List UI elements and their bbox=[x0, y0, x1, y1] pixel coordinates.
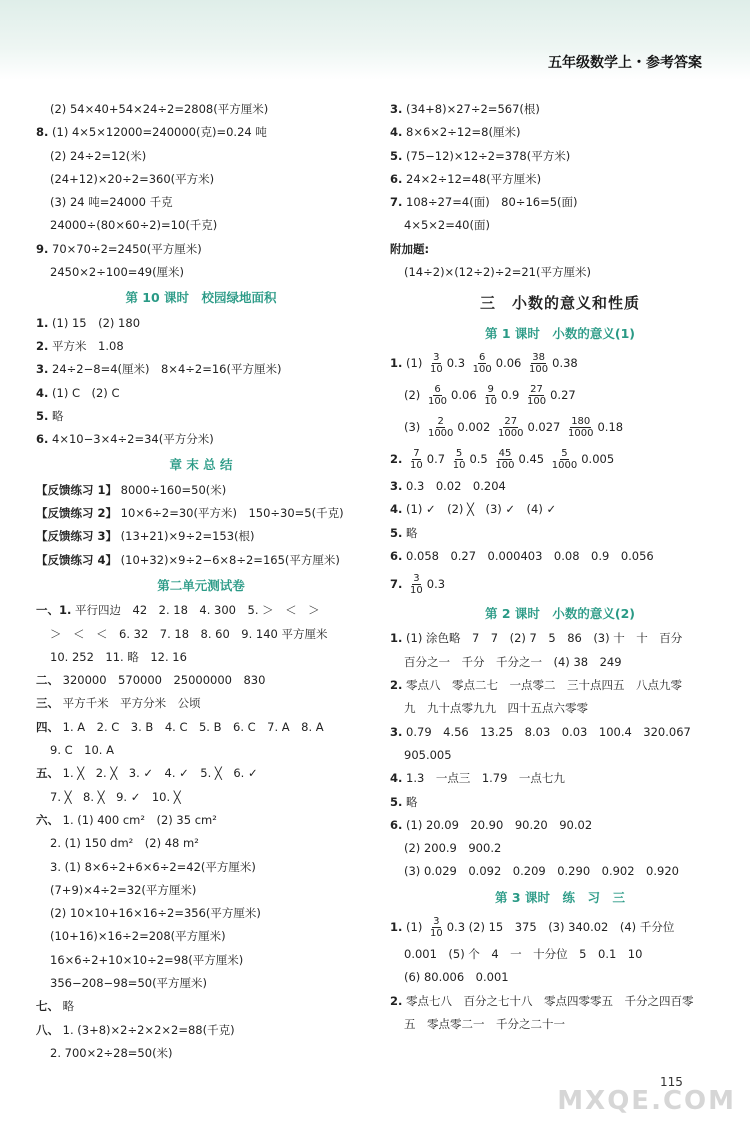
answer-line bbox=[36, 479, 366, 502]
numerator: 7 bbox=[413, 447, 420, 459]
answer-text: (24+12)×20÷2=360(平方米) bbox=[50, 171, 215, 186]
answer-text: 0.002 bbox=[457, 419, 494, 434]
item-number: 1. bbox=[390, 355, 403, 370]
answer-text: (1) 4×5×12000=240000(克)=0.24 吨 bbox=[52, 125, 267, 140]
answer-line bbox=[36, 949, 366, 972]
answer-text: 平方千米 平方分米 公顷 bbox=[62, 696, 201, 711]
fraction bbox=[409, 573, 424, 596]
answer-line bbox=[390, 545, 730, 568]
answer-text: 0.5 bbox=[469, 451, 492, 466]
answer-line bbox=[390, 1013, 730, 1036]
numerator: 180 bbox=[571, 415, 591, 427]
item-number: 3. bbox=[390, 724, 403, 739]
answer-text: (2) 10×10+16×16÷2=356(平方厘米) bbox=[50, 906, 261, 921]
numerator: 3 bbox=[433, 916, 440, 928]
numerator: 38 bbox=[532, 351, 545, 363]
answer-text: 16×6÷2+10×10÷2=98(平方厘米) bbox=[50, 952, 244, 967]
answer-line bbox=[390, 498, 730, 521]
answer-text: 0.27 bbox=[550, 387, 576, 402]
item-number: 四、 bbox=[36, 719, 59, 734]
answer-line bbox=[36, 358, 366, 381]
answer-line bbox=[36, 669, 366, 692]
item-number: 1. bbox=[36, 315, 49, 330]
denominator: 100 bbox=[427, 395, 448, 407]
answer-text: 8×6×2÷12=8(厘米) bbox=[406, 125, 521, 140]
answer-text: (1) 15 (2) 180 bbox=[52, 315, 141, 330]
answer-text: (75−12)×12÷2=378(平方米) bbox=[406, 148, 571, 163]
answer-line bbox=[36, 1019, 366, 1042]
answer-text: 五 零点零二一 千分之二十一 bbox=[404, 1016, 565, 1031]
answer-text: (14÷2)×(12÷2)÷2=21(平方厘米) bbox=[404, 265, 591, 280]
fraction bbox=[427, 384, 448, 407]
section-heading: 第 3 课时 练 习 三 bbox=[495, 889, 625, 905]
answer-text: (1) 20.09 20.90 90.20 90.02 bbox=[406, 817, 593, 832]
answer-text: 0.027 bbox=[527, 419, 565, 434]
numerator: 6 bbox=[479, 351, 486, 363]
answer-text: 0.3 bbox=[426, 577, 446, 592]
answer-line bbox=[390, 791, 730, 814]
denominator: 1000 bbox=[568, 427, 594, 439]
answer-line bbox=[390, 347, 730, 379]
answer-line bbox=[390, 121, 730, 144]
section-heading: 第 1 课时 小数的意义(1) bbox=[484, 325, 636, 341]
answer-text: (2) 24÷2=12(米) bbox=[50, 148, 147, 163]
fraction bbox=[452, 448, 467, 471]
item-number: 【反馈练习 2】 bbox=[36, 506, 118, 521]
denominator: 1000 bbox=[427, 427, 454, 439]
denominator: 100 bbox=[527, 395, 547, 407]
answer-text: 24÷2−8=4(厘米) 8×4÷2=16(平方厘米) bbox=[52, 362, 282, 377]
left-column bbox=[36, 98, 366, 1065]
denominator: 100 bbox=[529, 363, 549, 375]
answer-text: 3. (1) 8×6÷2+6×6÷2=42(平方厘米) bbox=[50, 859, 256, 874]
answer-text: 1. (3+8)×2÷2×2×2=88(千克) bbox=[62, 1022, 235, 1037]
answer-text: 1. (1) 400 cm² (2) 35 cm² bbox=[62, 812, 217, 827]
item-number: 6. bbox=[390, 171, 403, 186]
answer-line bbox=[390, 568, 730, 600]
answer-text: (3) 24 吨=24000 千克 bbox=[50, 195, 173, 210]
answer-line bbox=[390, 814, 730, 837]
answer-text: (1) C (2) C bbox=[52, 385, 120, 400]
answer-text: (2) 54×40+54×24÷2=2808(平方厘米) bbox=[50, 102, 269, 116]
answer-line bbox=[36, 382, 366, 405]
answer-line bbox=[390, 379, 730, 411]
answer-text: (2) 200.9 900.2 bbox=[404, 841, 502, 856]
answer-text: 1.3 一点三 1.79 一点七九 bbox=[406, 771, 565, 786]
answer-line bbox=[390, 674, 730, 697]
answer-text: 平行四边 42 2. 18 4. 300 5. ＞ ＜ ＞ bbox=[75, 603, 320, 618]
answer-text: (7+9)×4÷2=32(平方厘米) bbox=[50, 882, 197, 897]
answer-line bbox=[390, 145, 730, 168]
answer-text: (1) bbox=[406, 355, 426, 370]
answer-line bbox=[36, 762, 366, 785]
answer-line bbox=[36, 716, 366, 739]
fraction bbox=[429, 916, 444, 939]
answer-line bbox=[36, 995, 366, 1018]
answer-line bbox=[36, 786, 366, 809]
section-heading: 第 10 课时 校园绿地面积 bbox=[125, 290, 277, 306]
answer-text: 70×70÷2=2450(平方厘米) bbox=[52, 241, 202, 256]
fraction bbox=[526, 384, 547, 407]
right-column bbox=[390, 98, 730, 1036]
denominator: 10 bbox=[429, 363, 443, 375]
answer-line bbox=[36, 191, 366, 214]
item-number: 2. bbox=[390, 678, 403, 693]
answer-line bbox=[390, 943, 730, 966]
denominator: 10 bbox=[410, 585, 423, 597]
answer-line bbox=[36, 902, 366, 925]
running-header: 五年级数学上・参考答案 bbox=[548, 55, 702, 71]
fraction bbox=[497, 416, 524, 439]
item-number: 7. bbox=[390, 577, 403, 592]
denominator: 1000 bbox=[497, 427, 524, 439]
item-number: 6. bbox=[390, 817, 403, 832]
denominator: 10 bbox=[484, 395, 498, 407]
answer-line bbox=[36, 1042, 366, 1065]
answer-line bbox=[36, 168, 366, 191]
fraction bbox=[483, 384, 498, 407]
fraction bbox=[409, 448, 424, 471]
numerator: 45 bbox=[498, 447, 512, 459]
item-number: 7. bbox=[390, 195, 403, 210]
answer-line bbox=[36, 739, 366, 762]
item-number: 5. bbox=[390, 148, 403, 163]
item-number: 5. bbox=[390, 525, 403, 540]
numerator: 3 bbox=[413, 573, 420, 585]
fraction bbox=[427, 416, 454, 439]
answer-text: 略 bbox=[62, 999, 75, 1014]
numerator: 27 bbox=[504, 415, 518, 427]
answer-text: 9. C 10. A bbox=[50, 743, 114, 758]
answer-line bbox=[36, 121, 366, 144]
item-number: 3. bbox=[390, 102, 403, 116]
answer-line bbox=[390, 990, 730, 1013]
answer-text: (1) ✓ (2) ╳ (3) ✓ (4) ✓ bbox=[406, 502, 557, 517]
answer-text: 九 九十点零九九 四十五点六零零 bbox=[404, 701, 588, 716]
answer-line bbox=[390, 966, 730, 989]
item-number: 【反馈练习 1】 bbox=[36, 482, 118, 497]
answer-line bbox=[390, 475, 730, 498]
answer-line bbox=[36, 502, 366, 525]
chapter-heading: 三 小数的意义和性质 bbox=[479, 294, 640, 313]
denominator: 10 bbox=[429, 928, 443, 940]
answer-line bbox=[390, 767, 730, 790]
answer-line bbox=[390, 651, 730, 674]
answer-text: 略 bbox=[406, 525, 418, 540]
answer-text: 0.3 bbox=[446, 355, 469, 370]
answer-text: 10. 252 11. 略 12. 16 bbox=[50, 649, 187, 664]
answer-text: (2) bbox=[404, 387, 424, 402]
denominator: 10 bbox=[410, 459, 423, 471]
answer-line bbox=[36, 312, 366, 335]
answer-line bbox=[390, 443, 730, 475]
answer-text: (13+21)×9÷2=153(根) bbox=[120, 529, 255, 544]
numerator: 3 bbox=[433, 351, 440, 363]
item-number: 2. bbox=[390, 451, 403, 466]
answer-text: 7. ╳ 8. ╳ 9. ✓ 10. ╳ bbox=[50, 789, 181, 804]
answer-text: 平方米 1.08 bbox=[52, 338, 124, 353]
answer-text: (3) bbox=[404, 419, 424, 434]
item-number: 【反馈练习 4】 bbox=[36, 552, 118, 567]
item-number: 6. bbox=[36, 432, 49, 447]
item-number: 3. bbox=[390, 478, 403, 493]
answer-text: (1) bbox=[406, 920, 426, 935]
answer-line bbox=[390, 522, 730, 545]
answer-line bbox=[36, 238, 366, 261]
denominator: 100 bbox=[472, 363, 492, 375]
item-number: 2. bbox=[36, 338, 49, 353]
answer-text: 4×10−3×4÷2=34(平方分米) bbox=[52, 432, 214, 447]
item-number: 5. bbox=[36, 408, 49, 423]
answer-line bbox=[36, 879, 366, 902]
item-number: 5. bbox=[390, 794, 403, 809]
answer-text: 0.79 4.56 13.25 8.03 0.03 100.4 320.067 bbox=[406, 724, 691, 739]
item-number: 1. bbox=[390, 631, 403, 646]
answer-line bbox=[36, 646, 366, 669]
item-number: 3. bbox=[36, 362, 49, 377]
answer-text: 0.06 bbox=[451, 387, 481, 402]
answer-text: 4×5×2=40(面) bbox=[404, 218, 490, 233]
answer-text: 2450×2÷100=49(厘米) bbox=[50, 265, 185, 280]
answer-line bbox=[36, 261, 366, 284]
answer-text: 零点八 零点二七 一点零二 三十点四五 八点九零 bbox=[406, 678, 683, 693]
answer-line bbox=[390, 744, 730, 767]
answer-text: 0.3 (2) 15 375 (3) 340.02 (4) 千分位 bbox=[446, 920, 675, 935]
numerator: 6 bbox=[434, 383, 441, 395]
answer-text: (3) 0.029 0.092 0.209 0.290 0.902 0.920 bbox=[404, 864, 679, 879]
item-number: 2. bbox=[390, 993, 403, 1008]
numerator: 5 bbox=[561, 447, 568, 459]
answer-line bbox=[36, 809, 366, 832]
answer-text: 10×6÷2=30(平方米) 150÷30=5(千克) bbox=[120, 506, 344, 521]
answer-line bbox=[36, 972, 366, 995]
answer-text: 1. A 2. C 3. B 4. C 5. B 6. C 7. A 8. A bbox=[62, 719, 324, 734]
answer-line bbox=[36, 832, 366, 855]
answer-line bbox=[36, 623, 366, 646]
watermark: MXQE.COM bbox=[557, 1086, 736, 1116]
page-number: 115 bbox=[660, 1075, 683, 1089]
answer-line bbox=[390, 837, 730, 860]
answer-line bbox=[390, 261, 730, 284]
answer-line bbox=[390, 191, 730, 214]
answer-line bbox=[390, 911, 730, 943]
answer-text: 略 bbox=[52, 408, 64, 423]
answer-line bbox=[36, 856, 366, 879]
fraction bbox=[429, 352, 444, 375]
answer-text: ＞ ＜ ＜ 6. 32 7. 18 8. 60 9. 140 平方厘米 bbox=[50, 626, 328, 641]
answer-line bbox=[36, 428, 366, 451]
answer-text: 8000÷160=50(米) bbox=[120, 482, 227, 497]
item-number: 4. bbox=[390, 502, 403, 517]
answer-text: (10+16)×16÷2=208(平方厘米) bbox=[50, 929, 226, 944]
answer-line bbox=[36, 98, 366, 121]
answer-line bbox=[36, 925, 366, 948]
item-number: 1. bbox=[390, 920, 403, 935]
item-number: 6. bbox=[390, 548, 403, 563]
numerator: 2 bbox=[437, 415, 444, 427]
answer-text: 356−208−98=50(平方厘米) bbox=[50, 975, 208, 990]
answer-text: (6) 80.006 0.001 bbox=[404, 970, 509, 985]
answer-text: (1) 涂色略 7 7 (2) 7 5 86 (3) 十 十 百分 bbox=[406, 631, 683, 646]
fraction bbox=[494, 448, 515, 471]
answer-line bbox=[36, 335, 366, 358]
item-number: 八、 bbox=[36, 1022, 59, 1037]
item-number: 二、 bbox=[36, 673, 59, 688]
item-number: 9. bbox=[36, 241, 49, 256]
numerator: 9 bbox=[487, 383, 494, 395]
section-heading: 章 末 总 结 bbox=[169, 457, 233, 473]
denominator: 10 bbox=[452, 459, 466, 471]
answer-text: 0.7 bbox=[426, 451, 449, 466]
item-number: 三、 bbox=[36, 696, 59, 711]
answer-text: (10+32)×9÷2−6×8÷2=165(平方厘米) bbox=[120, 552, 340, 567]
answer-line bbox=[390, 214, 730, 237]
numerator: 27 bbox=[530, 383, 543, 395]
item-number: 一、1. bbox=[36, 603, 72, 618]
denominator: 100 bbox=[495, 459, 515, 471]
item-number: 4. bbox=[390, 771, 403, 786]
item-number: 8. bbox=[36, 125, 49, 140]
item-number: 4. bbox=[36, 385, 49, 400]
answer-text: 0.001 (5) 个 4 一 十分位 5 0.1 10 bbox=[404, 947, 643, 962]
answer-line bbox=[36, 214, 366, 237]
answer-line bbox=[390, 697, 730, 720]
answer-line bbox=[36, 525, 366, 548]
answer-line bbox=[36, 599, 366, 622]
answer-text: 略 bbox=[406, 794, 418, 809]
answer-text: 2. 700×2÷28=50(米) bbox=[50, 1045, 173, 1060]
answer-text: 0.058 0.27 0.000403 0.08 0.9 0.056 bbox=[406, 548, 654, 563]
answer-text: 2. (1) 150 dm² (2) 48 m² bbox=[50, 836, 199, 851]
answer-line bbox=[36, 692, 366, 715]
item-number: 4. bbox=[390, 125, 403, 140]
item-number: 六、 bbox=[36, 812, 59, 827]
fraction bbox=[472, 352, 493, 375]
fraction bbox=[567, 416, 594, 439]
answer-line bbox=[390, 411, 730, 443]
answer-line bbox=[36, 405, 366, 428]
answer-text: 1. ╳ 2. ╳ 3. ✓ 4. ✓ 5. ╳ 6. ✓ bbox=[62, 766, 258, 781]
numerator: 5 bbox=[455, 447, 463, 459]
item-number: 七、 bbox=[36, 999, 59, 1014]
answer-line bbox=[390, 168, 730, 191]
answer-line bbox=[390, 721, 730, 744]
answer-text: 0.005 bbox=[581, 451, 615, 466]
answer-line bbox=[36, 145, 366, 168]
answer-text: 0.3 0.02 0.204 bbox=[406, 478, 506, 493]
fraction bbox=[528, 352, 549, 375]
answer-text: (34+8)×27÷2=567(根) bbox=[406, 102, 540, 116]
item-number: 【反馈练习 3】 bbox=[36, 529, 118, 544]
answer-text: 108÷27=4(面) 80÷16=5(面) bbox=[406, 195, 578, 210]
item-number: 附加题: bbox=[390, 241, 430, 256]
answer-text: 0.9 bbox=[501, 387, 523, 402]
denominator: 1000 bbox=[551, 459, 578, 471]
answer-line bbox=[390, 238, 730, 261]
answer-text: 0.38 bbox=[552, 355, 578, 370]
fraction bbox=[551, 448, 578, 471]
answer-text: 24×2÷12=48(平方厘米) bbox=[406, 171, 542, 186]
answer-text: 24000÷(80×60÷2)=10(千克) bbox=[50, 218, 218, 233]
answer-line bbox=[390, 627, 730, 650]
answer-text: 百分之一 千分 千分之一 (4) 38 249 bbox=[404, 654, 622, 669]
answer-text: 0.18 bbox=[597, 419, 624, 434]
section-heading: 第 2 课时 小数的意义(2) bbox=[484, 606, 636, 622]
answer-text: 905.005 bbox=[404, 747, 452, 762]
section-heading: 第二单元测试卷 bbox=[157, 577, 245, 593]
item-number: 五、 bbox=[36, 766, 59, 781]
answer-text: 320000 570000 25000000 830 bbox=[62, 673, 266, 688]
answer-line bbox=[390, 98, 730, 121]
answer-line bbox=[390, 860, 730, 883]
answer-text: 0.45 bbox=[518, 451, 548, 466]
answer-text: 0.06 bbox=[495, 355, 526, 370]
answer-text: 零点七八 百分之七十八 零点四零零五 千分之四百零 bbox=[406, 993, 694, 1008]
answer-line bbox=[36, 549, 366, 572]
